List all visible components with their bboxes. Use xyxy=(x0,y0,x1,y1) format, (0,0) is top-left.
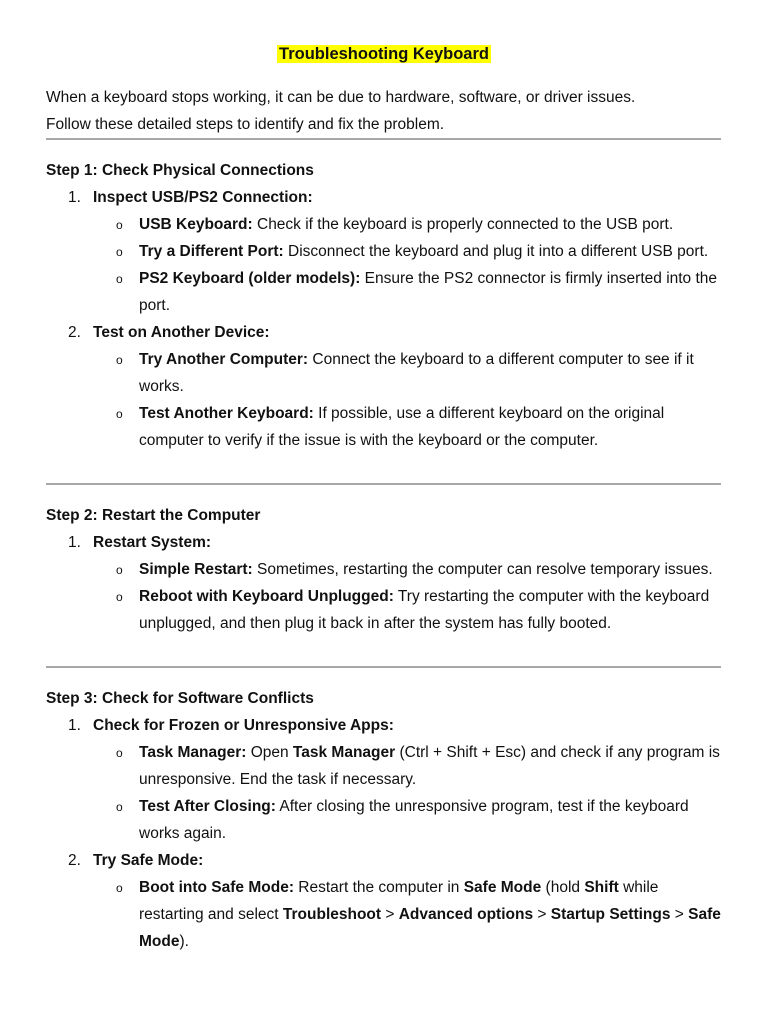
bullet-item xyxy=(46,265,726,319)
intro-line-1: When a keyboard stops working, it can be due to hardware, software, or driver issues. xyxy=(46,89,636,106)
bullet-text: (hold xyxy=(541,879,585,896)
step-2-section xyxy=(46,502,726,637)
bullet-item xyxy=(46,556,726,583)
bullet-icon: o xyxy=(116,563,123,577)
separator: > xyxy=(533,906,551,923)
bullet-item xyxy=(46,874,726,955)
bold-term: Safe Mode xyxy=(463,879,542,896)
bullet-icon: o xyxy=(116,272,123,286)
bold-term: Advanced options xyxy=(398,906,534,923)
bullet-icon: o xyxy=(116,590,123,604)
step-1-item-2 xyxy=(46,319,726,454)
bullet-text: Open xyxy=(246,744,293,761)
item-label: Check for Frozen or Unresponsive Apps: xyxy=(93,717,394,734)
bullet-list xyxy=(93,739,726,847)
item-label: Inspect USB/PS2 Connection: xyxy=(93,189,313,206)
bold-term: Shift xyxy=(584,879,619,896)
list-number: 1. xyxy=(68,189,81,206)
separator: > xyxy=(381,906,399,923)
step-1-section xyxy=(46,157,726,454)
step-3-section xyxy=(46,685,726,955)
bold-term: Startup Settings xyxy=(550,906,671,923)
bullet-label: PS2 Keyboard (older models): xyxy=(139,270,361,287)
step-1-heading: Step 1: Check Physical Connections xyxy=(46,162,314,179)
bullet-list xyxy=(93,556,726,637)
bullet-text: Disconnect the keyboard and plug it into a different USB port. xyxy=(283,243,709,260)
bullet-label: Task Manager: xyxy=(139,744,247,761)
divider-2 xyxy=(46,483,721,485)
step-2-item-1 xyxy=(46,529,726,637)
bullet-item xyxy=(46,793,726,847)
title-container xyxy=(0,43,768,65)
list-number: 1. xyxy=(68,534,81,551)
bullet-icon: o xyxy=(116,353,123,367)
bullet-label: Test After Closing: xyxy=(139,798,276,815)
bold-term: Safe Mode xyxy=(139,906,721,950)
bullet-icon: o xyxy=(116,746,123,760)
bullet-text: Ensure the PS2 connector is firmly inserted into the port. xyxy=(139,270,718,314)
bullet-text: After closing the unresponsive program, test if the keyboard works again. xyxy=(139,798,689,842)
step-1-list xyxy=(46,184,726,454)
divider-1 xyxy=(46,138,721,140)
bullet-label: Boot into Safe Mode: xyxy=(139,879,294,896)
bullet-label: Simple Restart: xyxy=(139,561,253,578)
bullet-icon: o xyxy=(116,800,123,814)
bullet-text: Check if the keyboard is properly connected to the USB port. xyxy=(252,216,674,233)
separator: > xyxy=(670,906,689,923)
bullet-item xyxy=(46,400,726,454)
step-2-list xyxy=(46,529,726,637)
bullet-label: Try Another Computer: xyxy=(139,351,309,368)
bullet-list xyxy=(93,211,726,319)
bullet-label: Test Another Keyboard: xyxy=(139,405,314,422)
bullet-text: (Ctrl + Shift + Esc) and check if any program is unresponsive. End the task if necessary. xyxy=(139,744,720,788)
step-3-heading: Step 3: Check for Software Conflicts xyxy=(46,690,314,707)
bullet-text: Sometimes, restarting the computer can resolve temporary issues. xyxy=(252,561,713,578)
bullet-text: Connect the keyboard to a different computer to see if it works. xyxy=(139,351,694,395)
item-label: Restart System: xyxy=(93,534,212,551)
bullet-text: If possible, use a different keyboard on the original computer to verify if the issue is with the keyboard or the computer. xyxy=(139,405,665,449)
list-number: 1. xyxy=(68,717,81,734)
bullet-item xyxy=(46,739,726,793)
step-2-heading: Step 2: Restart the Computer xyxy=(46,507,261,524)
bullet-text: while restarting and select xyxy=(139,879,659,923)
bullet-label: USB Keyboard: xyxy=(139,216,253,233)
list-number: 2. xyxy=(68,324,81,341)
bullet-text: Try restarting the computer with the keyboard unplugged, and then plug it back in after the system has fully booted. xyxy=(139,588,710,632)
bullet-list xyxy=(93,874,726,955)
bullet-icon: o xyxy=(116,245,123,259)
bullet-icon: o xyxy=(116,218,123,232)
step-3-item-1 xyxy=(46,712,726,847)
bullet-label: Try a Different Port: xyxy=(139,243,284,260)
step-3-list xyxy=(46,712,726,955)
bullet-label: Reboot with Keyboard Unplugged: xyxy=(139,588,394,605)
intro-paragraph xyxy=(46,84,726,138)
step-3-item-2 xyxy=(46,847,726,955)
bullet-icon: o xyxy=(116,407,123,421)
bullet-text: Restart the computer in xyxy=(294,879,464,896)
document-title: Troubleshooting Keyboard xyxy=(279,45,489,63)
bullet-item xyxy=(46,583,726,637)
bold-term: Task Manager xyxy=(292,744,396,761)
intro-line-2: Follow these detailed steps to identify and fix the problem. xyxy=(46,116,445,133)
bullet-text: ). xyxy=(179,933,189,950)
item-label: Try Safe Mode: xyxy=(93,852,204,869)
divider-3 xyxy=(46,666,721,668)
step-1-item-1 xyxy=(46,184,726,319)
bullet-item xyxy=(46,346,726,400)
bullet-icon: o xyxy=(116,881,123,895)
list-number: 2. xyxy=(68,852,81,869)
bullet-list xyxy=(93,346,726,454)
bullet-item xyxy=(46,211,726,238)
item-label: Test on Another Device: xyxy=(93,324,270,341)
bullet-item xyxy=(46,238,726,265)
bold-term: Troubleshoot xyxy=(282,906,382,923)
